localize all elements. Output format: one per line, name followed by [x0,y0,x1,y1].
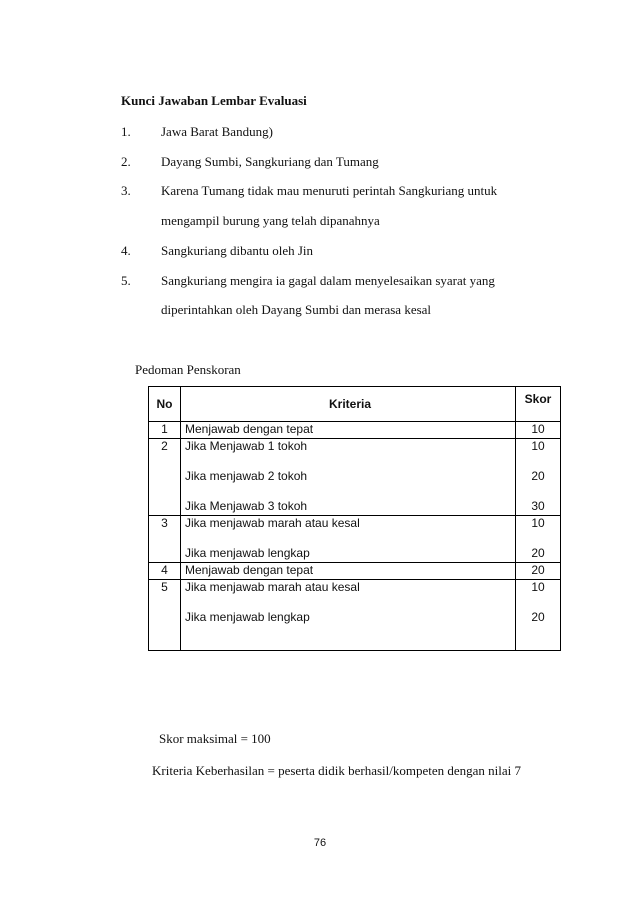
row-2-score-1: 10 [531,439,545,453]
document-title: Kunci Jawaban Lembar Evaluasi [121,93,307,108]
answer-3-text-line-1: Karena Tumang tidak mau menuruti perintah Sangkuriang untuk [161,183,498,198]
row-4-score: 20 [531,563,545,577]
max-score-text: Skor maksimal = 100 [159,731,271,746]
answer-4-text: Sangkuriang dibantu oleh Jin [161,243,314,258]
row-3-criteria-2: Jika menjawab lengkap [185,546,310,560]
row-1-no: 1 [161,422,168,436]
scoring-table [148,386,561,651]
answer-5-text-line-2: diperintahkan oleh Dayang Sumbi dan merasa kesal [161,302,432,317]
answer-2-text: Dayang Sumbi, Sangkuriang dan Tumang [161,154,379,169]
table-row [149,563,561,580]
row-2-criteria-1: Jika Menjawab 1 tokoh [185,439,308,453]
row-5-score-1: 10 [531,580,545,594]
row-4-criteria: Menjawab dengan tepat [185,563,314,577]
header-no: No [149,387,181,422]
row-5-score-2: 20 [531,610,545,624]
row-4-no: 4 [161,563,168,577]
row-5-criteria-1: Jika menjawab marah atau kesal [185,580,360,594]
row-2-criteria-2: Jika menjawab 2 tokoh [185,469,308,483]
row-1-criteria: Menjawab dengan tepat [185,422,314,436]
row-2-criteria-3: Jika Menjawab 3 tokoh [185,499,308,513]
row-2-no: 2 [161,439,168,453]
header-kriteria: Kriteria [181,387,516,422]
success-criteria-text: Kriteria Keberhasilan = peserta didik berhasil/kompeten dengan nilai 7 [152,763,522,778]
table-header-row [149,387,561,422]
row-3-score-1: 10 [531,516,545,530]
table-row [149,516,561,563]
answer-2-number: 2. [121,154,131,169]
row-3-criteria-1: Jika menjawab marah atau kesal [185,516,360,530]
header-skor: Skor [516,387,561,422]
answer-1-text: Jawa Barat Bandung) [161,124,273,139]
answer-1-number: 1. [121,124,131,139]
row-5-criteria-2: Jika menjawab lengkap [185,610,310,624]
answer-3-text-line-2: mengampil burung yang telah dipanahnya [161,213,380,228]
row-3-score-2: 20 [531,546,545,560]
scoring-guide-title: Pedoman Penskoran [135,362,241,377]
row-5-no: 5 [161,580,168,594]
row-2-score-3: 30 [531,499,545,513]
page-number: 76 [313,837,327,849]
answer-5-number: 5. [121,273,131,288]
row-1-score: 10 [531,422,545,436]
row-2-score-2: 20 [531,469,545,483]
table-row [149,439,561,516]
answer-3-number: 3. [121,183,131,198]
row-3-no: 3 [161,516,168,530]
table-row [149,580,561,651]
table-row [149,422,561,439]
answer-5-text-line-1: Sangkuriang mengira ia gagal dalam menyelesaikan syarat yang [161,273,495,288]
answer-4-number: 4. [121,243,131,258]
